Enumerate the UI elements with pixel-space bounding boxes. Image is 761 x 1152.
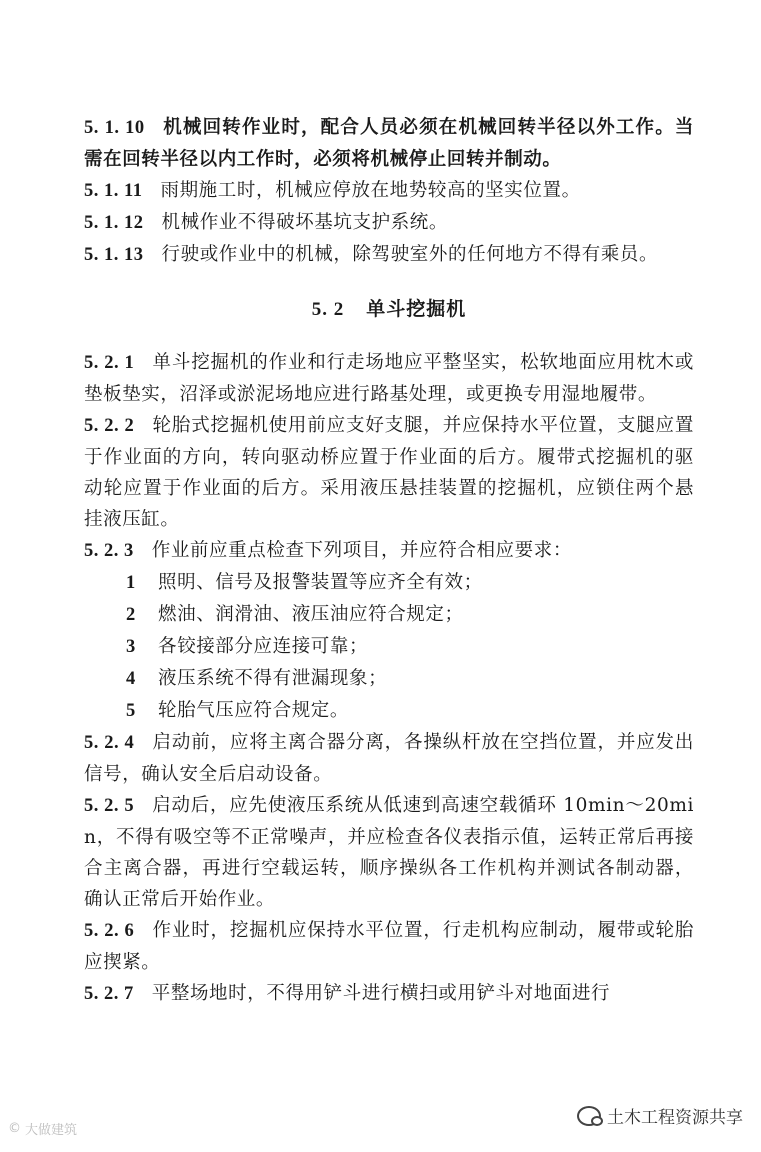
watermark-left-text: 大做建筑 <box>25 1123 78 1138</box>
list-item <box>84 695 694 727</box>
document-page <box>84 112 694 1010</box>
list-item <box>84 599 694 631</box>
clause-text: 作业前应重点检查下列项目，并应符合相应要求： <box>151 540 572 561</box>
list-item-text: 液压系统不得有泄漏现象； <box>158 668 388 689</box>
watermark-right-text: 土木工程资源共享 <box>607 1108 743 1128</box>
section-number: 5. 2 <box>311 299 345 320</box>
paragraph-5-2-4 <box>84 727 694 790</box>
list-item-number: 3 <box>126 637 136 657</box>
list-item-number: 5 <box>126 701 136 721</box>
paragraph-5-1-13 <box>84 239 694 271</box>
paragraph-5-2-2 <box>84 410 694 535</box>
paragraph-5-1-10 <box>84 112 694 175</box>
clause-text: 启动后，应先使液压系统从低速到高速空载循环 10min～20min，不得有吸空等不正常噪声，并应检查各仪表指示值，运转正常后再接合主离合器，再进行空载运转，顺序操纵各工作机构并测试各制动器，确认正常后开始作业。 <box>84 795 695 910</box>
clause-text: 启动前，应将主离合器分离，各操纵杆放在空挡位置，并应发出信号，确认安全后启动设备。 <box>84 732 694 785</box>
paragraph-5-1-11 <box>84 175 694 207</box>
clause-number: 5. 2. 3 <box>84 541 134 561</box>
clause-text: 行驶或作业中的机械，除驾驶室外的任何地方不得有乘员。 <box>161 244 659 265</box>
clause-number: 5. 2. 7 <box>84 984 134 1004</box>
clause-text: 单斗挖掘机的作业和行走场地应平整坚实，松软地面应用枕木或垫板垫实，沼泽或淤泥场地应进行路基处理，或更换专用湿地履带。 <box>84 352 694 405</box>
section-title: 单斗挖掘机 <box>366 298 467 320</box>
clause-number: 5. 1. 12 <box>84 213 144 233</box>
list-item-text: 照明、信号及报警装置等应齐全有效； <box>158 572 483 593</box>
list-item <box>84 631 694 663</box>
watermark-right <box>577 1103 743 1128</box>
clause-text: 机械作业不得破坏基坑支护系统。 <box>161 212 449 233</box>
clause-text: 轮胎式挖掘机使用前应支好支腿，并应保持水平位置，支腿应置于作业面的方向，转向驱动桥应置于作业面的后方。履带式挖掘机的驱动轮应置于作业面的后方。采用液压悬挂装置的挖掘机，应锁住两个悬挂液压缸。 <box>84 415 694 530</box>
clause-number: 5. 2. 4 <box>84 733 135 753</box>
list-item-text: 轮胎气压应符合规定。 <box>158 700 350 721</box>
wechat-icon <box>577 1106 601 1126</box>
paragraph-5-2-7 <box>84 978 694 1010</box>
clause-number: 5. 1. 10 <box>84 118 145 138</box>
clause-text: 雨期施工时，机械应停放在地势较高的坚实位置。 <box>160 180 581 201</box>
clause-number: 5. 2. 5 <box>84 796 135 816</box>
section-heading <box>84 294 694 325</box>
paragraph-5-2-5 <box>84 790 694 915</box>
clause-text: 机械回转作业时，配合人员必须在机械回转半径以外工作。当需在回转半径以内工作时，必须将机械停止回转并制动。 <box>84 117 695 170</box>
page-top-margin <box>0 0 761 80</box>
list-item-number: 2 <box>126 605 136 625</box>
paragraph-5-2-6 <box>84 915 694 978</box>
clause-number: 5. 1. 13 <box>84 245 144 265</box>
list-item-number: 1 <box>126 573 136 593</box>
list-item-number: 4 <box>126 669 136 689</box>
list-item-text: 各铰接部分应连接可靠； <box>158 636 369 657</box>
clause-text: 作业时，挖掘机应保持水平位置，行走机构应制动，履带或轮胎应揳紧。 <box>84 920 694 973</box>
list-item <box>84 567 694 599</box>
clause-number: 5. 2. 6 <box>84 921 135 941</box>
logo-icon: © <box>8 1121 21 1136</box>
clause-text: 平整场地时，不得用铲斗进行横扫或用铲斗对地面进行 <box>151 983 611 1004</box>
paragraph-5-2-3 <box>84 535 694 567</box>
list-item <box>84 663 694 695</box>
paragraph-5-1-12 <box>84 207 694 239</box>
clause-number: 5. 1. 11 <box>84 181 143 201</box>
list-item-text: 燃油、润滑油、液压油应符合规定； <box>158 604 464 625</box>
watermark-left <box>8 1119 77 1138</box>
paragraph-5-2-1 <box>84 347 694 410</box>
clause-number: 5. 2. 2 <box>84 416 135 436</box>
clause-number: 5. 2. 1 <box>84 353 135 373</box>
